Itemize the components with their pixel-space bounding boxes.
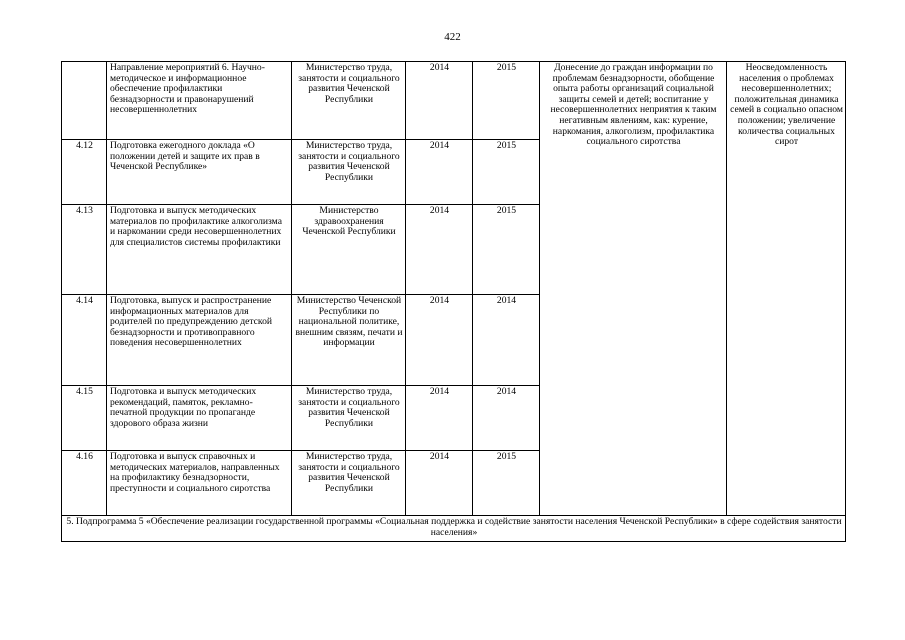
row-number: 4.12 — [62, 140, 107, 205]
activities-table — [61, 61, 846, 542]
row-number — [62, 62, 107, 140]
row-number: 4.14 — [62, 295, 107, 386]
start-year: 2014 — [406, 140, 473, 205]
start-year: 2014 — [406, 451, 473, 516]
executor: Министерство здравоохранения Чеченской Республики — [292, 205, 406, 295]
subprogram-heading: 5. Подпрограмма 5 «Обеспечение реализации государственной программы «Социальная поддержка и содействие занятости населения Чеченской Республики» в сфере содействия занятости населения» — [62, 516, 846, 542]
end-year: 2015 — [473, 140, 540, 205]
activity-name: Подготовка, выпуск и распространение информационных материалов для родителей по предупреждению детской безнадзорности и противоправного поведения несовершеннолетних — [107, 295, 292, 386]
start-year: 2014 — [406, 295, 473, 386]
executor: Министерство труда, занятости и социального развития Чеченской Республики — [292, 386, 406, 451]
end-year: 2015 — [473, 62, 540, 140]
end-year: 2014 — [473, 386, 540, 451]
activity-name: Подготовка ежегодного доклада «О положении детей и защите их прав в Чеченской Республике» — [107, 140, 292, 205]
row-number: 4.16 — [62, 451, 107, 516]
start-year: 2014 — [406, 62, 473, 140]
activity-name: Подготовка и выпуск методических материалов по профилактике алкоголизма и наркомании среди несовершеннолетних для специалистов системы профилактики — [107, 205, 292, 295]
start-year: 2014 — [406, 205, 473, 295]
executor: Министерство труда, занятости и социального развития Чеченской Республики — [292, 62, 406, 140]
page-number: 422 — [444, 31, 461, 43]
end-year: 2015 — [473, 205, 540, 295]
executor: Министерство труда, занятости и социального развития Чеченской Республики — [292, 140, 406, 205]
activity-name: Подготовка и выпуск справочных и методических материалов, направленных на профилактику безнадзорности, преступности и социального сиротства — [107, 451, 292, 516]
end-year: 2014 — [473, 295, 540, 386]
start-year: 2014 — [406, 386, 473, 451]
end-year: 2015 — [473, 451, 540, 516]
row-number: 4.13 — [62, 205, 107, 295]
table-row — [62, 62, 846, 140]
activity-name: Направление мероприятий 6. Научно-методическое и информационное обеспечение профилактики безнадзорности и правонарушений несовершеннолетних — [107, 62, 292, 140]
executor: Министерство труда, занятости и социального развития Чеченской Республики — [292, 451, 406, 516]
non-implementation-consequences: Неосведомленность населения о проблемах несовершеннолетних; положительная динамика семей в социально опасном положении; увеличение количества социальных сирот — [727, 62, 846, 516]
activity-name: Подготовка и выпуск методических рекомендаций, памяток, рекламно-печатной продукции по пропаганде здорового образа жизни — [107, 386, 292, 451]
row-number: 4.15 — [62, 386, 107, 451]
expected-result: Донесение до граждан информации по проблемам безнадзорности, обобщение опыта работы организаций социальной защиты семей и детей; воспитание у несовершеннолетних неприятия к таким негативным явлениям, как: курение, наркомания, алкоголизм, профилактика социального сиротства — [540, 62, 727, 516]
subprogram-row — [62, 516, 846, 542]
executor: Министерство Чеченской Республики по национальной политике, внешним связям, печати и информации — [292, 295, 406, 386]
